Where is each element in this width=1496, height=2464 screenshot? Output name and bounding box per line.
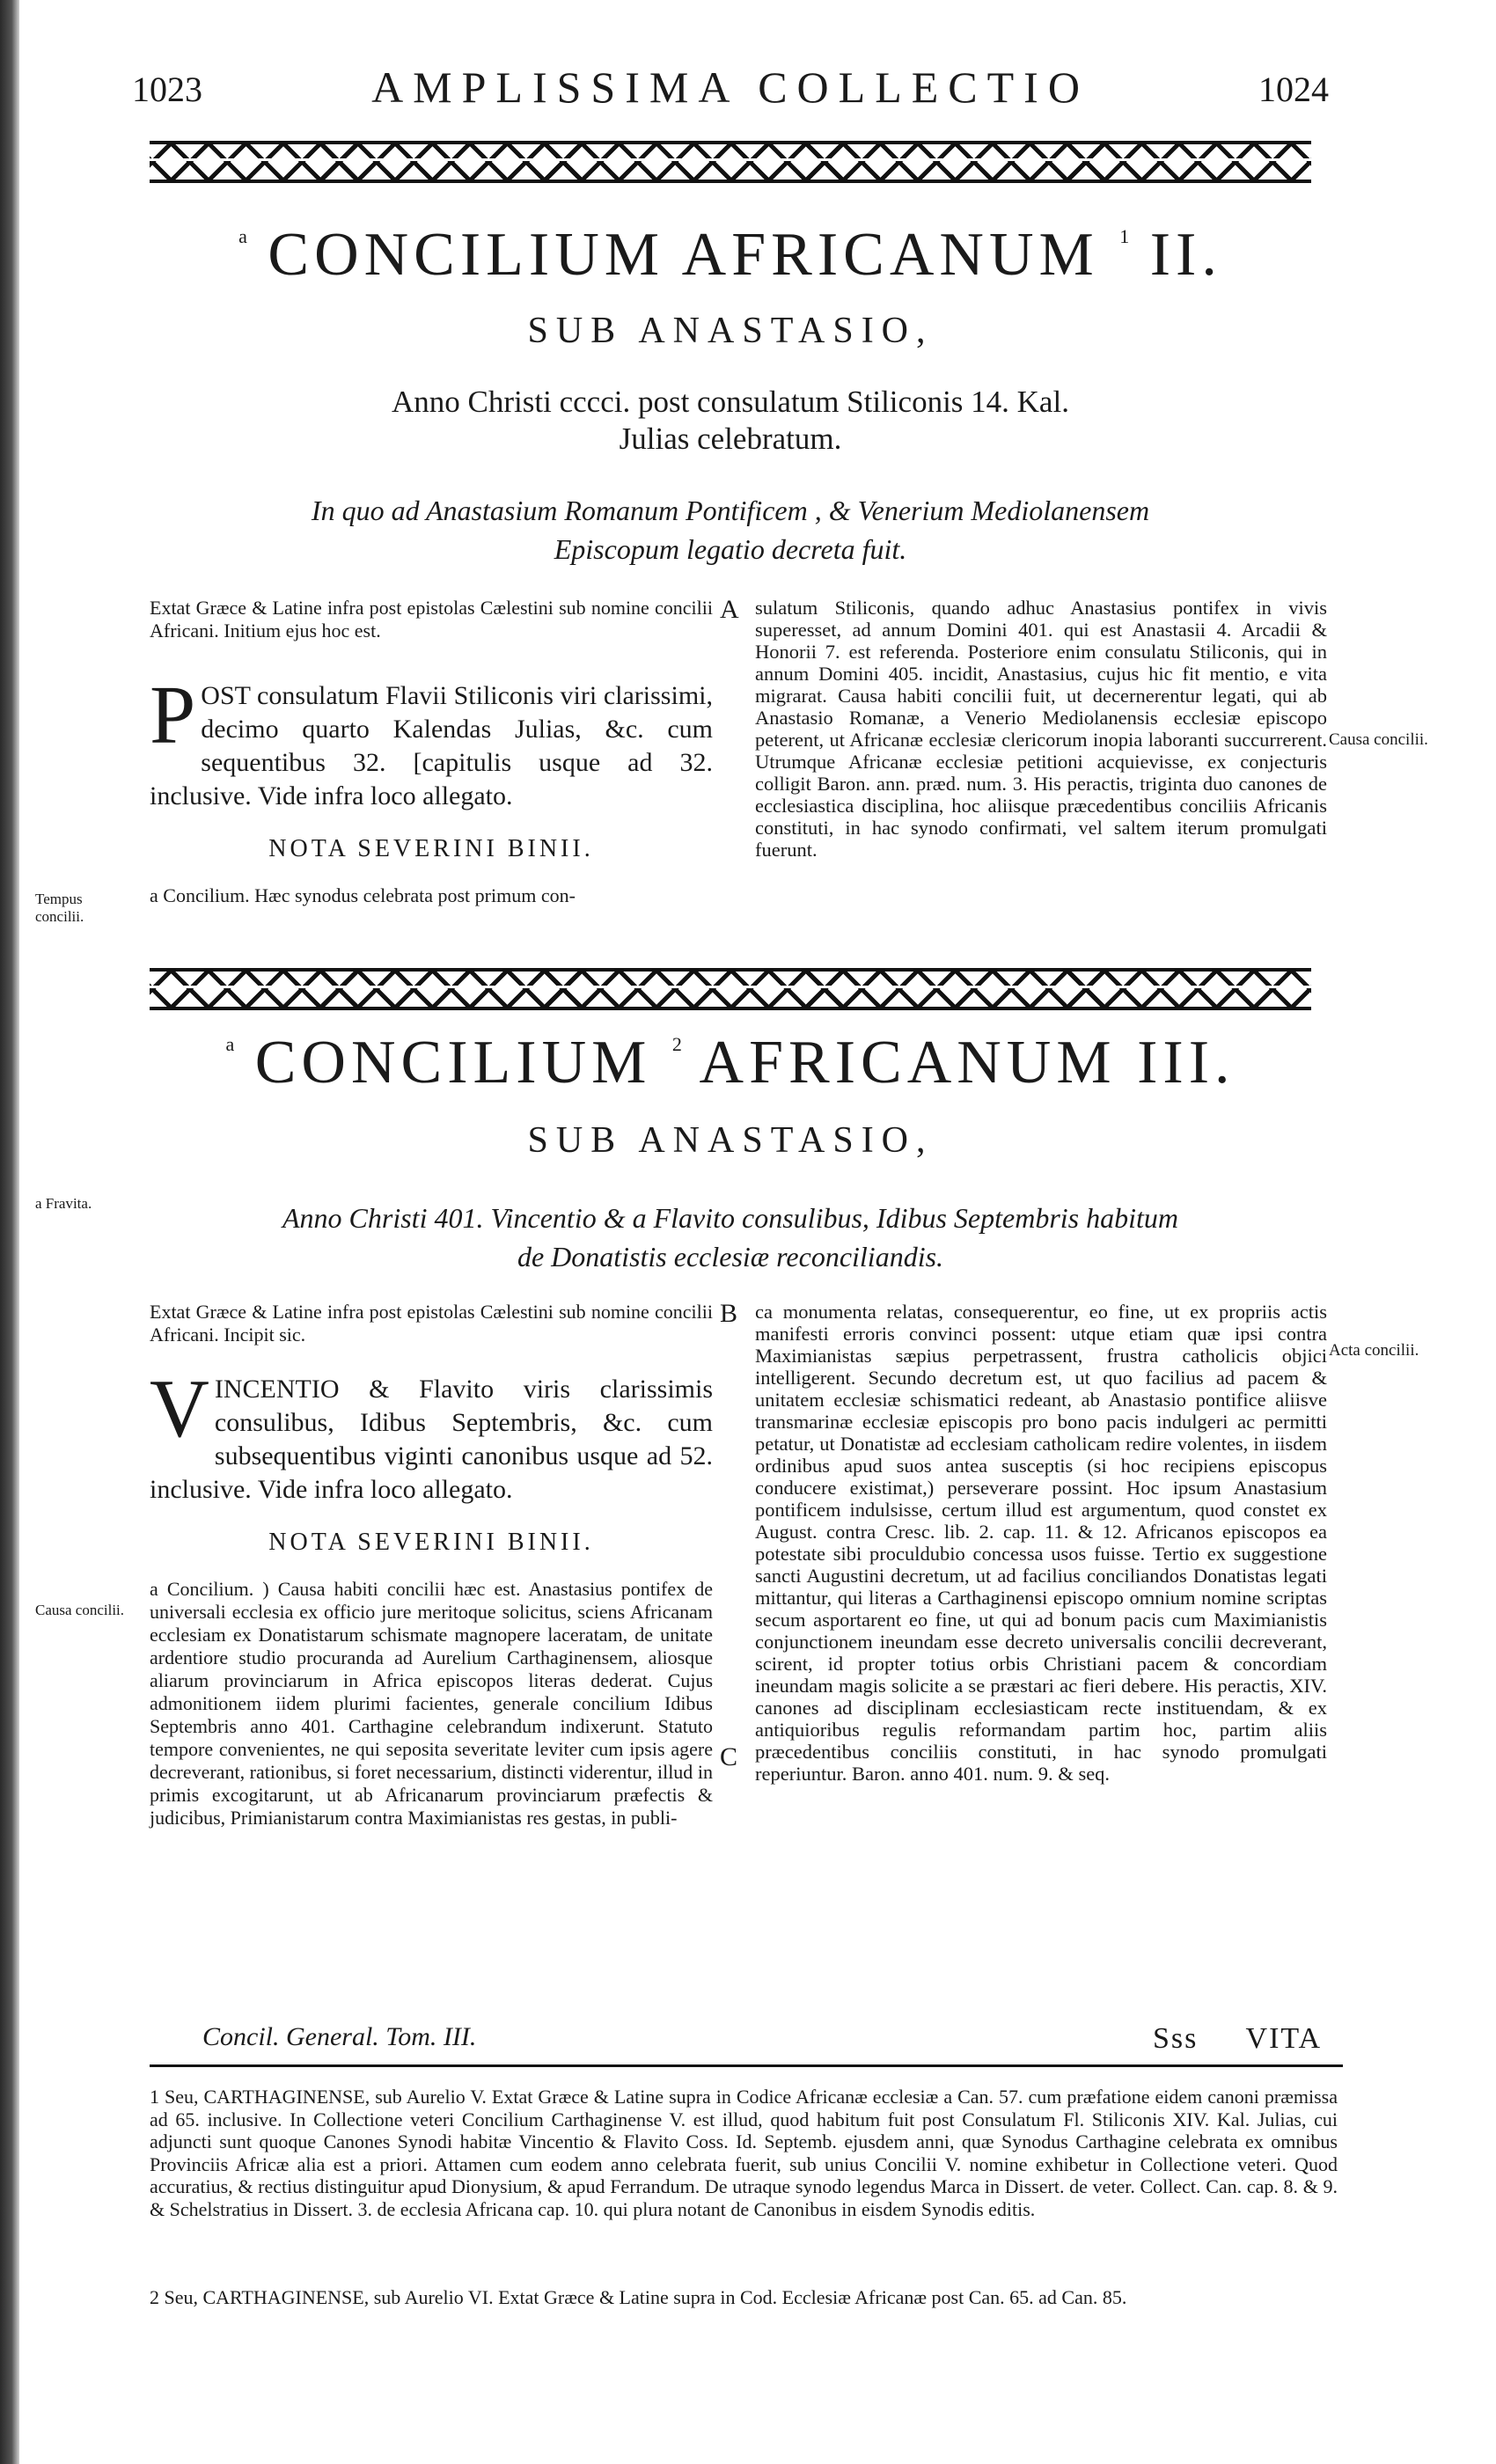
section2-italic xyxy=(202,1199,1258,1276)
section1-subtitle: SUB ANASTASIO, xyxy=(527,311,934,351)
section1-body-first: OST xyxy=(201,681,251,710)
section1-italic-line1: In quo ad Anastasium Romanum Pontificem , & Venerium Mediolanensem xyxy=(311,495,1150,526)
section1-body xyxy=(150,670,713,813)
section2-body-first: INCENTIO xyxy=(214,1375,340,1404)
catchword: VITA xyxy=(1245,2022,1322,2055)
section2-note: a Concilium. ) Causa habiti concilii hæc est. Anastasius pontifex de universali ecclesia ex officio jure meritoque solicitus, sciens Africanam ecclesiam ex Donatistarum schismate magnopere laceratam, de unitate ardentiore studio procuranda ad Aurelium Carthaginensem, aliosque aliarum provinciarum in Africa episcopos literas dederat. Cujus admonitionem iidem plurimi facientes, generale concilium Idibus Septembris anno 401. Carthagine celebrandum indixerunt. Statuto tempore convenientes, ne qui seposita severitate leviter cum ipsis agere decreverant, rationibus, si foret necessarium, distincti viderentur, illud in primis excogitarunt, ut ab Africanarum provinciarum præfectis & judicibus, Primianistarum contra Maximianistas res gestas, in publi- xyxy=(150,1578,713,1829)
ornamental-band-middle xyxy=(150,968,1311,1010)
section1-date-line2: Julias celebratum. xyxy=(619,422,842,456)
section1-italic xyxy=(202,491,1258,568)
section1-date xyxy=(220,384,1241,458)
footnote-1: 1 Seu, CARTHAGINENSE, sub Aurelio V. Extat Græce & Latine supra in Codice Africanæ ecclesiæ a Can. 57. cum præfatione eidem canoni præmissa ad 65. inclusive. In Collectione veteri Concilium Carthaginense V. est illud, quod habitum fuit post Consulatum Fl. Stiliconis XIV. Kal. Julias, cui adjuncti sunt quoque Canones Synodi habitæ Vincentio & Flavito Coss. Id. Septemb. ejusdem anni, quæ Synodus Carthagine celebrata ex omnibus Provinciis Africæ alia est a priori. Attamen cum eodem anno celebrata fuerit, sub unius Concilii V. nomine exhibetur in Collectione veteri. Quod accuratius, & rectius distinguitur apud Dionysium, & apud Ferrandum. De utraque synodo legendus Marca in Dissert. de veter. Collect. Can. cap. 8. & 9. & Schelstratius in Dissert. 3. de ecclesia Africana cap. 10. qui plura notant de Canonibus in eisdem Synodis editis. xyxy=(150,2086,1338,2220)
section1-margin-right: Causa concilii. xyxy=(1329,730,1428,749)
section2-body xyxy=(150,1363,713,1507)
section2-margin-left: Causa concilii. xyxy=(35,1602,125,1618)
footnote-marker-1: 1 xyxy=(1119,225,1130,247)
section1-title xyxy=(150,220,1311,290)
section1-dropcap: P xyxy=(150,670,196,761)
section1-left-column xyxy=(150,597,713,907)
running-title: AMPLISSIMA COLLECTIO xyxy=(371,62,1089,112)
section1-margin-left: Tempus concilii. xyxy=(35,891,84,925)
section2-margin-right: Acta concilii. xyxy=(1329,1341,1419,1360)
signature-mark: Sss xyxy=(1153,2022,1199,2055)
section2-title-text: CONCILIUM xyxy=(254,1029,652,1096)
footnote-2: 2 Seu, CARTHAGINENSE, sub Aurelio VI. Extat Græce & Latine supra in Cod. Ecclesiæ Africanæ post Can. 65. ad Can. 85. xyxy=(150,2286,1127,2308)
section2-column-letter-c: C xyxy=(720,1742,738,1771)
section2-italic-line2: de Donatistis ecclesiæ reconciliandis. xyxy=(517,1241,944,1272)
section1-right-column: sulatum Stiliconis, quando adhuc Anastasius pontifex in vivis superesset, ad annum Domini 401. qui est Anastasii 4. Arcadii & Honorii 7. est referenda. Posteriore enim consulatu Stiliconis, qui in annum Domini 405. incidit, Anastasius, cujus hic fit mentio, e vita migrarat. Causa habiti concilii fuit, ut decernerentur legati, qui ab Anastasio Romanæ, a Venerio Mediolanensis ecclesiæ episcopo peterent, ut Africanæ ecclesiæ clericorum inopia laboranti succurrerent. Utrumque Africanæ ecclesiæ petitioni acquievisse, ex conjecturis colligit Baron. ann. præd. num. 3. His peractis, triginta duo canones de ecclesiastica disciplina, hoc aliisque præcedentibus conciliis Africanis constituti, in hac synodo confirmati, vel saltem iterum promulgati fuerunt. xyxy=(755,597,1327,861)
section2-right-column: ca monumenta relatas, consequerentur, eo fine, ut ex propriis actis manifesti erroris convinci possent: utque etiam quæ ipsi contra Maximianistas sæpius perpetrassent, frustra catholicis objici intelligerent. Secundo decretum est, ut quo facilius ad pacem & unitatem ecclesiæ schismatici redeant, ab Anastasio pontifice aliisve transmarinæ ecclesiæ episcopis pro bono pacis indulgeri ac permitti petatur, ut Donatistæ ad ecclesiam catholicam redire volentes, in iisdem ordinibus apud suos antea susceptis (si hoc recipiens episcopus conducere existimat,) perseverare possint. Hoc ipsum Anastasium pontificem indulsisse, certum illud est argumentum, quod constet ex August. contra Cresc. lib. 2. cap. 11. & 12. Africanos episcopos ea potestate sibi proculdubio concessa usos fuisse. Tertio ex suggestione sancti Augustini decretum, ut ad facilius conciliandos Donatistas legati mittantur, qui literas a Carthaginensi episcopo omnium nomine scriptas secum asportarent eo fine, ut qui ad bonum pacis cum Maximianistis conjunctionem ineundam esse decreto universalis concilii decreverant, scirent, id propter totius orbis Christiani pacem & concordiam ineundam magis solicite a se præstari ac fieri debere. His peractis, XIV. canones ad disciplinam ecclesiasticam recte instituendam, & ex antiquioribus regulis reformandam partim hoc, partim aliis præcedentibus conciliis constituti, in hac synodo promulgati reperiuntur. Baron. anno 401. num. 9. & seq. xyxy=(755,1301,1327,1785)
section1-column-letter-a: A xyxy=(720,595,739,624)
footnote-marker-a: a xyxy=(238,225,247,247)
section1-title-text: CONCILIUM AFRICANUM xyxy=(268,221,1099,289)
footnote-marker-a2: a xyxy=(225,1033,235,1055)
section1-body-rest: consulatum Flavii Stiliconis viri clarissimi, decimo quarto Kalendas Julias, &c. cum sequentibus 32. [capitulis usque ad 32. inclusive. Vide infra loco allegato. xyxy=(150,681,713,810)
footnote-marker-2: 2 xyxy=(671,1033,682,1055)
section2-intro: Extat Græce & Latine infra post epistolas Cælestini sub nomine concilii Africani. Incipit sic. xyxy=(150,1301,713,1346)
section2-body-rest: & Flavito viris clarissimis consulibus, Idibus Septembris, &c. cum subsequentibus viginti canonibus usque ad 52. inclusive. Vide infra loco allegato. xyxy=(150,1375,713,1504)
section2-nota: NOTA SEVERINI BINII. xyxy=(268,1529,594,1556)
section1-date-line1: Anno Christi cccci. post consulatum Stiliconis 14. Kal. xyxy=(392,385,1069,419)
section2-dropcap: V xyxy=(150,1363,209,1455)
section1-italic-line2: Episcopum legatio decreta fuit. xyxy=(554,533,907,565)
section1-title-numeral: II. xyxy=(1149,221,1222,289)
section1-nota: NOTA SEVERINI BINII. xyxy=(268,835,594,862)
footnote-rule xyxy=(150,2064,1343,2067)
section2-left-column xyxy=(150,1301,713,1830)
running-header xyxy=(132,62,1329,114)
section2-title-text2: AFRICANUM III. xyxy=(699,1029,1236,1096)
section2-column-letter-b: B xyxy=(720,1299,738,1328)
page-number-left: 1023 xyxy=(132,70,202,109)
section2-italic-line1: Anno Christi 401. Vincentio & a Flavito consulibus, Idibus Septembris habitum xyxy=(282,1202,1178,1234)
section2-margin-left-top: a Fravita. xyxy=(35,1195,92,1212)
section1-intro: Extat Græce & Latine infra post epistolas Cælestini sub nomine concilii Africani. Initium ejus hoc est. xyxy=(150,597,713,642)
signature-left: Concil. General. Tom. III. xyxy=(202,2022,477,2051)
ornamental-band-top xyxy=(150,141,1311,183)
section2-subtitle: SUB ANASTASIO, xyxy=(527,1120,934,1161)
page-number-right: 1024 xyxy=(1258,70,1329,109)
section2-title xyxy=(150,1028,1311,1098)
section1-note: a Concilium. Hæc synodus celebrata post primum con- xyxy=(150,884,576,906)
